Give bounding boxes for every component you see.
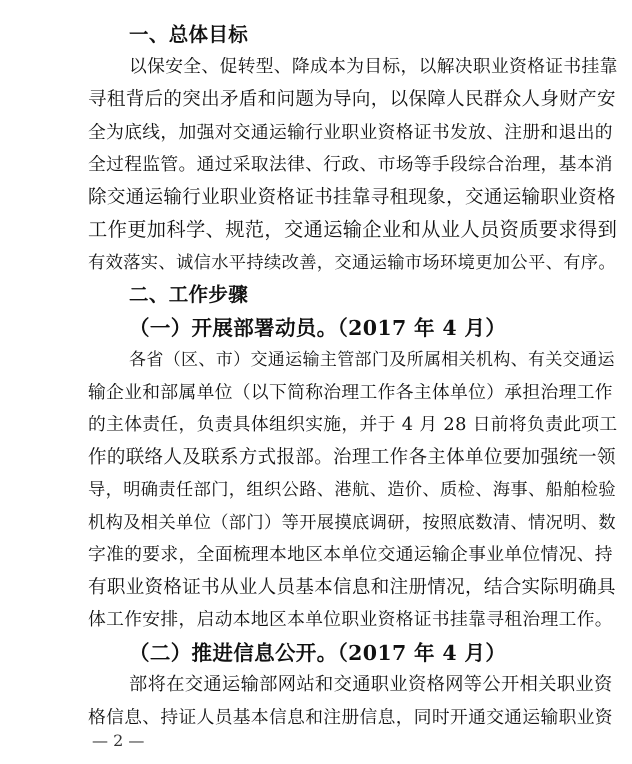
paragraph-line: 全为底线，加强对交通运输行业职业资格证书发放、注册和退出的 <box>88 123 613 143</box>
paragraph-line: 字准的要求，全面梳理本地区本单位交通运输企事业单位情况、持 <box>88 545 613 565</box>
page-number: — 2 — <box>92 731 145 750</box>
paragraph-line: 作的联络人及联系方式报部。治理工作各主体单位要加强统一领 <box>88 447 616 468</box>
paragraph-line: 格信息、持证人员基本信息和注册信息，同时开通交通运输职业资 <box>88 708 613 728</box>
paragraph-line: 以保安全、促转型、降成本为目标，以解决职业资格证书挂靠 <box>129 57 618 77</box>
section-heading-overall-goal: 一、总体目标 <box>129 23 249 46</box>
paragraph-line: 输企业和部属单位（以下简称治理工作各主体单位）承担治理工作 <box>88 383 613 403</box>
section-heading-work-steps: 二、工作步骤 <box>129 283 249 306</box>
step-title-deployment: （一）开展部署动员。（2017 年 4 月） <box>129 316 507 340</box>
paragraph-line: 各省（区、市）交通运输主管部门及所属相关机构、有关交通运 <box>129 350 615 370</box>
paragraph-line: 有职业资格证书从业人员基本信息和注册情况，结合实际明确具 <box>88 577 616 598</box>
paragraph-line: 部将在交通运输部网站和交通职业资格网等公开相关职业资 <box>129 674 613 695</box>
paragraph-line: 的主体责任，负责具体组织实施，并于 4 月 28 日前将负责此项工 <box>88 415 618 435</box>
paragraph-line: 机构及相关单位（部门）等开展摸底调研，按照底数清、情况明、数 <box>88 513 617 533</box>
paragraph-line: 有效落实、诚信水平持续改善，交通运输市场环境更加公平、有序。 <box>88 253 617 273</box>
paragraph-line: 体工作安排，启动本地区本单位职业资格证书挂靠寻租治理工作。 <box>88 610 613 630</box>
paragraph-line: 全过程监管。通过采取法律、行政、市场等手段综合治理，基本消 <box>88 155 613 175</box>
paragraph-line: 寻租背后的突出矛盾和问题为导向，以保障人民群众人身财产安 <box>88 89 616 110</box>
paragraph-line: 除交通运输行业职业资格证书挂靠寻租现象，交通运输职业资格 <box>88 187 616 208</box>
paragraph-line: 工作更加科学、规范，交通运输企业和从业人员资质要求得到 <box>88 218 618 241</box>
step-title-info-disclosure: （二）推进信息公开。（2017 年 4 月） <box>129 641 507 665</box>
paragraph-line: 导，明确责任部门，组织公路、港航、造价、质检、海事、船舶检验 <box>88 480 617 500</box>
